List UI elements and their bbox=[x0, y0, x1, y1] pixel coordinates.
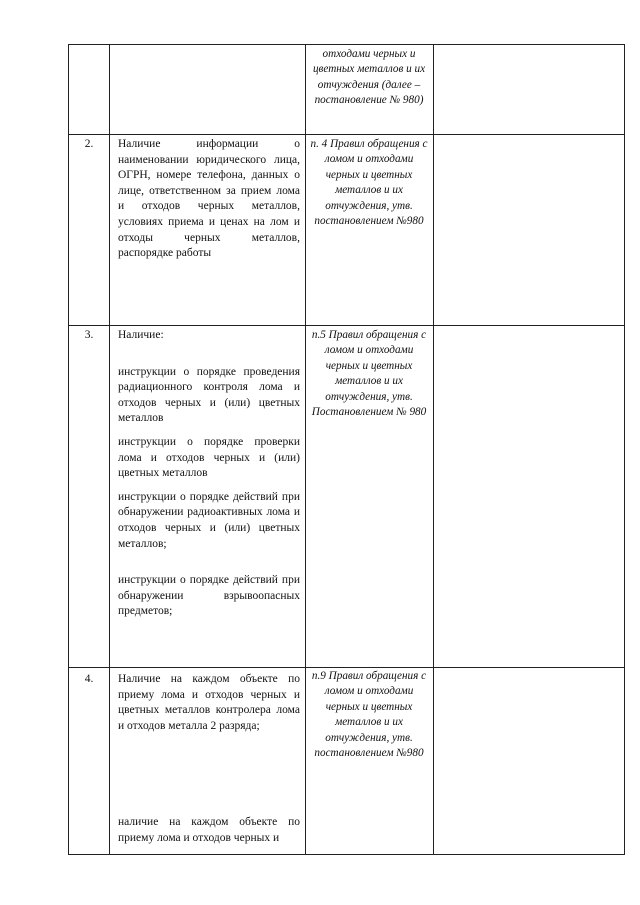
row-3-paragraph: инструкции о порядке действий при обнаружении радиоактивных лома и отходов черных и (или) цветных металлов; bbox=[118, 490, 300, 550]
row-2-paragraph: Наличие информации о наименовании юридического лица, ОГРН, номере телефона, данных о лице, ответственном за прием лома и отходов черных металлов, условиях приема и ценах на лом и отходы черных металлов, распорядке работы bbox=[118, 138, 300, 260]
row-2-reference: п. 4 Правил обращения с ломом и отходами черных и цветных металлов и их отчуждения, утв. постановлением №980 bbox=[310, 138, 428, 228]
row-3-reference: п.5 Правил обращения с ломом и отходами черных и цветных металлов и их отчуждения, утв. Постановлением № 980 bbox=[311, 329, 427, 419]
column-divider bbox=[433, 45, 434, 854]
row-3-paragraph: Наличие: bbox=[118, 329, 164, 341]
row-divider bbox=[69, 134, 624, 135]
row-4-description bbox=[118, 672, 300, 847]
column-divider bbox=[305, 45, 306, 854]
row-2-number: 2. bbox=[84, 138, 94, 150]
row-divider bbox=[69, 325, 624, 326]
column-divider bbox=[109, 45, 110, 854]
requirements-table bbox=[68, 44, 625, 855]
row-3-paragraph: инструкции о порядке проверки лома и отходов черных и (или) цветных металлов bbox=[118, 435, 300, 480]
row-4-paragraph: наличие на каждом объекте по приему лома и отходов черных и bbox=[118, 816, 300, 844]
row-1-reference: отходами черных и цветных металлов и их отчуждения (далее –постановление № 980) bbox=[312, 48, 426, 107]
row-3-number: 3. bbox=[84, 329, 94, 341]
row-3-paragraph: инструкции о порядке действий при обнаружении взрывоопасных предметов; bbox=[118, 574, 300, 618]
row-4-reference: п.9 Правил обращения с ломом и отходами черных и цветных металлов и их отчуждения, утв. постановлением №980 bbox=[311, 670, 427, 760]
row-3-description bbox=[118, 328, 300, 620]
row-4-number: 4. bbox=[84, 673, 94, 685]
row-divider bbox=[69, 667, 624, 668]
row-2-description bbox=[118, 137, 300, 262]
row-4-paragraph: Наличие на каждом объекте по приему лома и отходов черных и цветных металлов контролера лома и отходов металла 2 разряда; bbox=[118, 673, 300, 732]
row-3-paragraph: инструкции о порядке проведения радиационного контроля лома и отходов черных и (или) цветных металлов bbox=[118, 365, 300, 425]
